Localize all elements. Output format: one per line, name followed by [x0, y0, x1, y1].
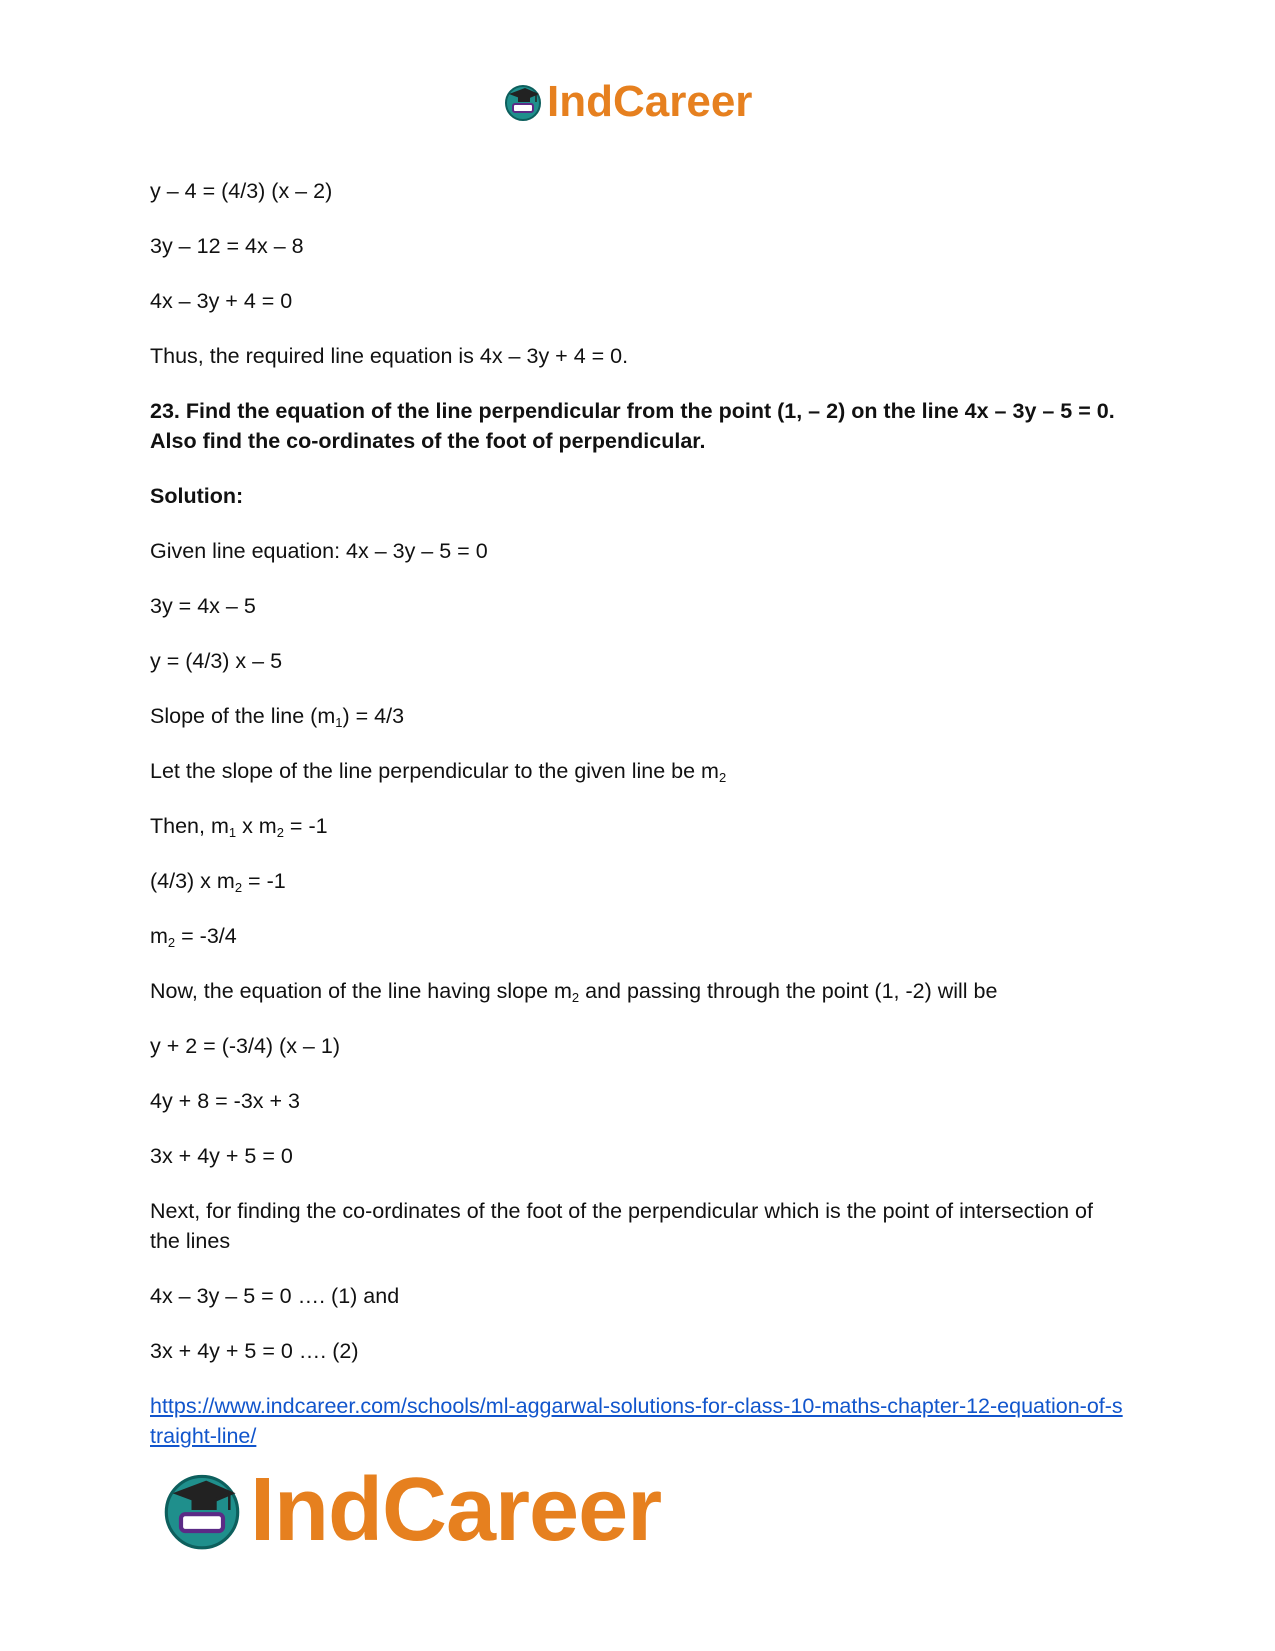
equation-line: 4x – 3y – 5 = 0 …. (1) and: [150, 1284, 400, 1308]
equation-line: 3x + 4y + 5 = 0: [150, 1144, 293, 1168]
header-logo: [503, 77, 753, 126]
slope-line: Slope of the line $(m_1) = 4/3$: [150, 704, 405, 730]
equation-line: y – 4 = (4/3) (x – 2): [150, 179, 333, 203]
question-heading: 23. Find the equation of the line perpendicular from the point (1, – 2) on the line 4x – 3y – 5 = 0. Also find the co-ordinates of the foot of perpendicular.: [150, 399, 1115, 453]
explanation-text: Next, for finding the co-ordinates of the foot of the perpendicular which is the point of intersection of the lines: [150, 1199, 1093, 1253]
equation-line: Then, $m_1$ x $m_2 = -1$: [150, 814, 328, 840]
header-brand-text: IndCareer: [547, 77, 753, 126]
equation-line: 3y = 4x – 5: [150, 594, 256, 618]
footer-logo: [160, 1460, 662, 1560]
explanation-text: Now, the equation of the line having slope $m_2$ and passing through the point (1, -2) will be: [150, 979, 998, 1005]
slope-statement: Let the slope of the line perpendicular to the given line be $m_2$: [150, 759, 727, 785]
solution-label: Solution:: [150, 484, 244, 508]
equation-line: 3x + 4y + 5 = 0 …. (2): [150, 1339, 359, 1363]
equation-line: $m_2 = -3/4$: [150, 924, 237, 950]
equation-line: y + 2 = (-3/4) (x – 1): [150, 1034, 340, 1058]
graduation-cap-logo-icon: [160, 1468, 244, 1552]
equation-line: (4/3) x $m_2 = -1$: [150, 869, 286, 895]
equation-line: Given line equation: 4x – 3y – 5 = 0: [150, 539, 488, 563]
footer-brand-text: IndCareer: [250, 1460, 662, 1560]
conclusion-text: Thus, the required line equation is 4x – 3y + 4 = 0.: [150, 344, 629, 368]
graduation-cap-logo-icon: [503, 82, 543, 122]
equation-line: 4y + 8 = -3x + 3: [150, 1089, 300, 1113]
document-body: [150, 176, 1125, 1476]
equation-line: y = (4/3) x – 5: [150, 649, 283, 673]
source-link[interactable]: https://www.indcareer.com/schools/ml-aggarwal-solutions-for-class-10-maths-chapter-12-equation-of-straight-line/: [150, 1394, 1123, 1448]
equation-line: 3y – 12 = 4x – 8: [150, 234, 304, 258]
equation-line: 4x – 3y + 4 = 0: [150, 289, 293, 313]
source-link-paragraph: [150, 1391, 1125, 1451]
